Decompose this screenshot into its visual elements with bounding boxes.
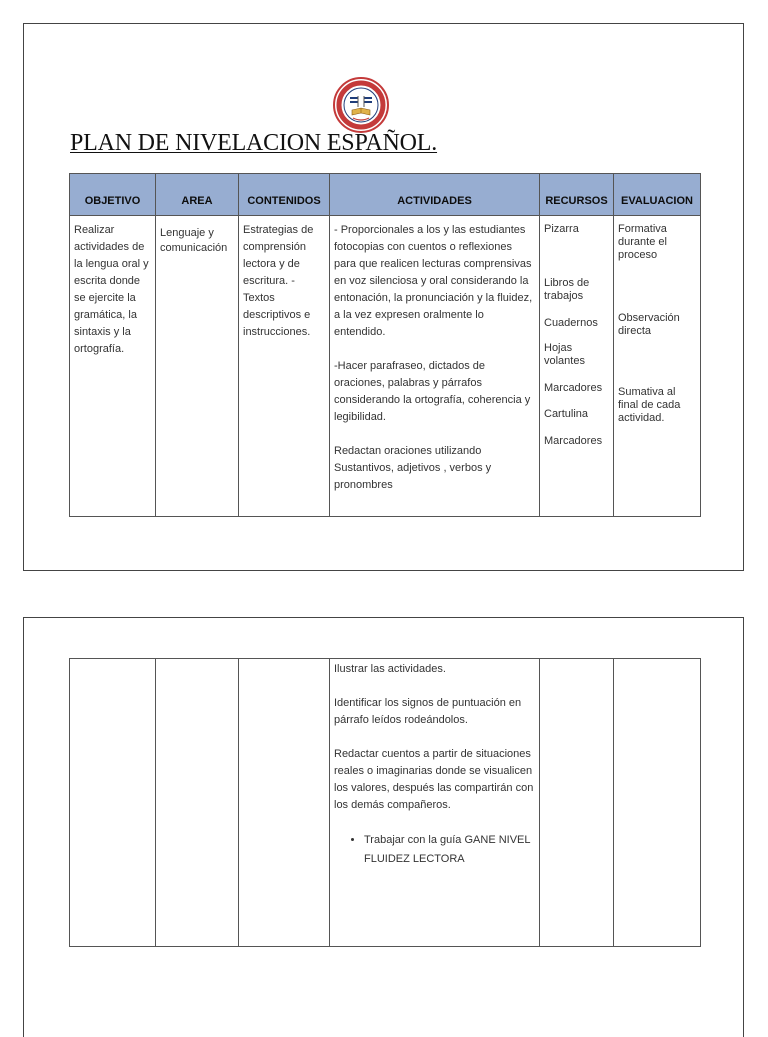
header-recursos: RECURSOS	[540, 174, 614, 216]
header-contenidos: CONTENIDOS	[239, 174, 330, 216]
cell-area	[156, 659, 239, 947]
cell-evaluacion	[614, 216, 701, 517]
cell-contenidos: Estrategias de comprensión lectora y de escritura. -Textos descriptivos e instrucciones.	[239, 216, 330, 517]
actividad-paragraph: - Proporcionales a los y las estudiantes fotocopias con cuentos o reflexiones para que realicen lecturas comprensivas en voz silenciosa y oral considerando la entonación, la pronunciación y la fluidez, a la vez expresen oralmente lo entendido.	[334, 224, 533, 338]
actividad-paragraph: Redactar cuentos a partir de situaciones reales o imaginarias donde se visualicen los valores, después las compartirán con los demás compañeros.	[334, 748, 534, 811]
recurso-item: Cartulina	[544, 408, 589, 420]
header-evaluacion: EVALUACION	[614, 174, 701, 216]
cell-recursos	[540, 659, 614, 947]
table-row	[70, 659, 701, 947]
plan-table	[69, 173, 701, 517]
cell-area: Lenguaje y comunicación	[156, 216, 239, 517]
actividad-paragraph: -Hacer parafraseo, dictados de oraciones, palabras y párrafos considerando la ortografía, coherencia y legibilidad.	[334, 360, 531, 423]
cell-actividades	[330, 216, 540, 517]
evaluacion-item: Observación directa	[618, 312, 680, 337]
plan-table-continued	[69, 658, 701, 947]
recurso-item: Libros de trabajos	[544, 277, 590, 302]
cell-evaluacion	[614, 659, 701, 947]
recurso-item: Pizarra	[544, 223, 579, 235]
cell-objetivo: Realizar actividades de la lengua oral y escrita donde se ejercite la gramática, la sintaxis y la ortografía.	[70, 216, 156, 517]
document-title: PLAN DE NIVELACION ESPAÑOL.	[70, 130, 438, 156]
evaluacion-item: Sumativa al final de cada actividad.	[618, 386, 681, 424]
table-row	[70, 216, 701, 517]
recurso-item: Marcadores	[544, 435, 603, 447]
cell-contenidos	[239, 659, 330, 947]
actividad-paragraph: Identificar los signos de puntuación en párrafo leídos rodeándolos.	[334, 697, 522, 726]
recurso-item: Hojas volantes	[544, 342, 585, 367]
actividad-paragraph: Redactan oraciones utilizando Sustantivos, adjetivos , verbos y pronombres	[334, 445, 492, 491]
document-page-2	[23, 617, 744, 1037]
cell-recursos	[540, 216, 614, 517]
recurso-item: Marcadores	[544, 382, 603, 394]
cell-actividades	[330, 659, 540, 947]
document-page-1	[23, 23, 744, 571]
actividad-paragraph: Ilustrar las actividades.	[334, 663, 446, 675]
recurso-item: Cuadernos	[544, 317, 598, 329]
header-area: AREA	[156, 174, 239, 216]
bullet-item: • Trabajar con la guía GANE NIVEL FLUIDEZ LECTORA	[364, 831, 535, 869]
bullet-list	[334, 831, 535, 869]
school-seal-icon	[333, 77, 389, 133]
header-actividades: ACTIVIDADES	[330, 174, 540, 216]
evaluacion-item: Formativa durante el proceso	[618, 223, 667, 261]
cell-objetivo	[70, 659, 156, 947]
table-header-row	[70, 174, 701, 216]
header-objetivo: OBJETIVO	[70, 174, 156, 216]
